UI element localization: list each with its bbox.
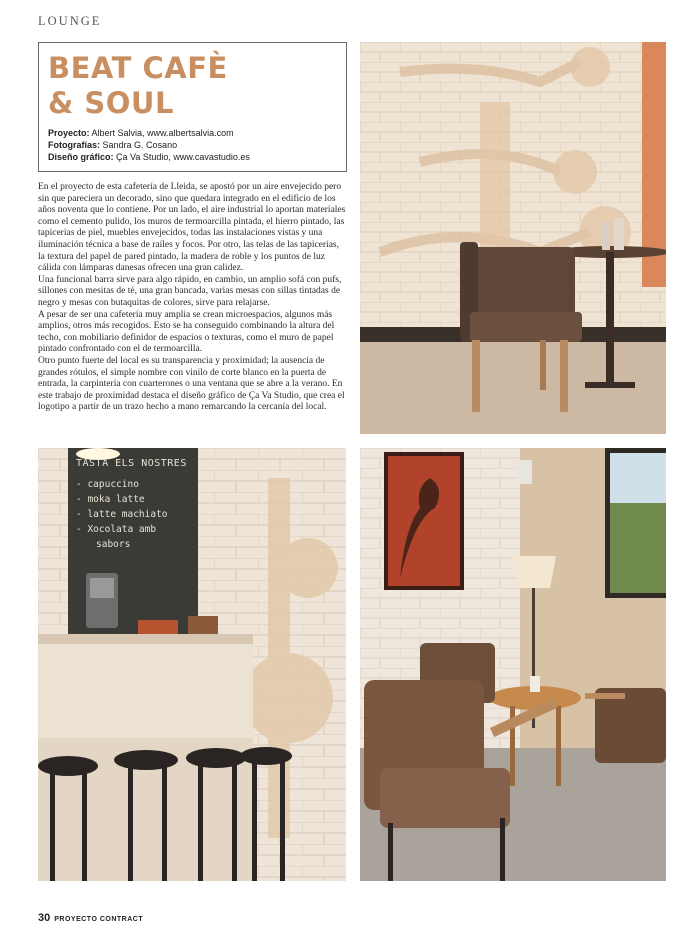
- article-body: [38, 182, 348, 414]
- credit-design: Diseño gráfico: Ça Va Studio, www.cavastudio.es: [48, 152, 250, 162]
- paragraph-3: A pesar de ser una cafetería muy amplia se crean microespacios, algunos más amplios, otros más recogidos. Esto se ha conseguido combinando la altura del techo, con mobiliario definidor de espacios o texturas, como el muro de papel pintado confrontado con el de termoarcilla.: [38, 309, 335, 355]
- page-number: 30: [38, 912, 51, 924]
- chalkboard-item: - Xocolata amb: [76, 524, 157, 535]
- article-title-line-2: & SOUL: [48, 86, 174, 120]
- section-label: LOUNGE: [38, 14, 102, 28]
- chalkboard-item: - latte machiato: [76, 509, 168, 520]
- title-box: [38, 42, 347, 172]
- photo-lounge-armchairs: [360, 448, 666, 881]
- chalkboard-item: - capuccino: [76, 479, 139, 490]
- chalkboard-item: - moka latte: [76, 494, 145, 505]
- paragraph-4: Otro punto fuerte del local es su transparencia y proximidad; la ausencia de grandes rótulos, el simple nombre con vinilo de corte blanco en la puerta de entrada, la carpintería con cuarterones o una ventana que se abre a la verano. En este trabajo de proximidad destaca el diseño gráfico de Ça Va Studio, que crea el logotipo a partir de un trazo hecho a mano remarcando la cercanía del local.: [38, 355, 345, 413]
- credit-project: Proyecto: Albert Salvia, www.albertsalvia.com: [48, 128, 234, 138]
- chalkboard-item: sabors: [96, 539, 131, 550]
- chalkboard-menu: [76, 456, 196, 552]
- credits: [48, 127, 338, 163]
- page-footer: [38, 908, 143, 926]
- credit-photos: Fotografías: Sandra G. Cosano: [48, 140, 178, 150]
- article-title-line-1: BEAT CAFÈ: [48, 51, 228, 85]
- paragraph-1: En el proyecto de esta cafetería de Lleida, se apostó por un aire envejecido pero sin que pareciera un decorado, sino que quedara integrado en el edificio de los años noventa que lo contiene. Por un lado, el aire industrial lo aportan materiales como el cemento pulido, los muros de termoarcilla pintada, el hierro pintado, las tapicerías de piel, muebles envejecidos, todas las instalaciones vistas y una iluminación técnica a base de raíles y focos. Por otro, las telas de las tapicerías, la textura del papel de pared pintado, la madera de roble y los puntos de luz cálida con lámparas danesas ofrecen una gran calidez.: [38, 182, 346, 274]
- photo-bar-chalkboard: [38, 448, 346, 881]
- chalkboard-heading: TASTA ELS NOSTRES: [76, 458, 187, 469]
- paragraph-2: Una funcional barra sirve para algo rápido, en cambio, un amplio sofá con pufs, sillones con mesitas de té, una gran bancada, varias mesas con sillas tintadas de negro y mesas con butaquitas de colores, sirve para relajarse.: [38, 274, 342, 308]
- photo-mural-armchair: [360, 42, 666, 434]
- publication-name: PROYECTO CONTRACT: [54, 916, 144, 923]
